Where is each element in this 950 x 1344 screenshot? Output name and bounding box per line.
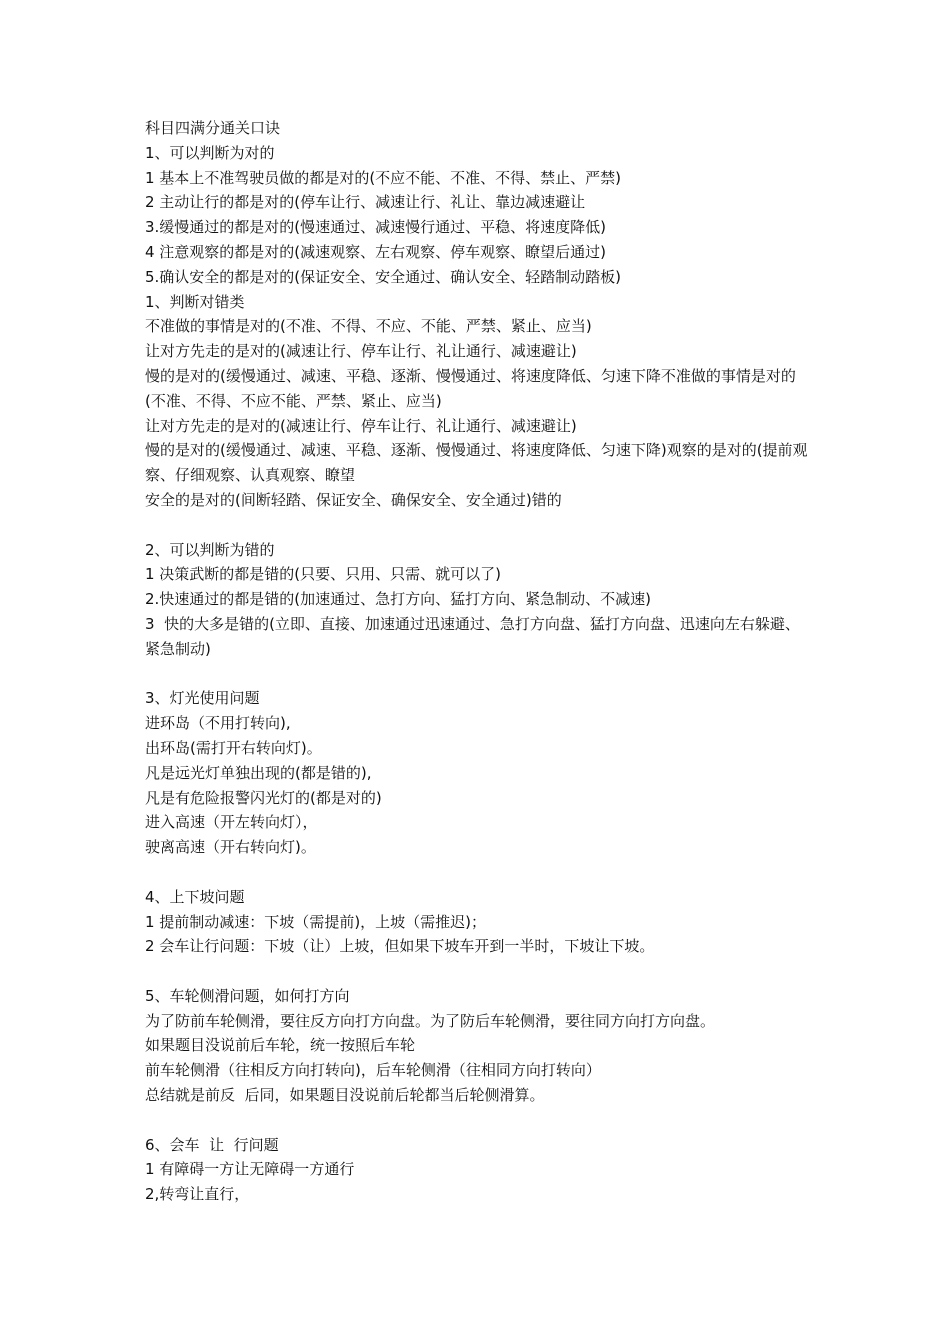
text-line: 1 提前制动减速：下坡（需提前)，上坡（需推迟)； (145, 912, 487, 931)
text-line: 不准做的事情是对的(不准、不得、不应、不能、严禁、紧止、应当) (145, 317, 592, 336)
text-line: 1 基本上不准驾驶员做的都是对的(不应不能、不准、不得、禁止、严禁) (145, 168, 622, 187)
text-line: 驶离高速（开右转向灯)。 (145, 838, 316, 857)
text-line: 安全的是对的(间断轻踏、保证安全、确保安全、安全通过)错的 (145, 490, 562, 509)
text-line: 4 注意观察的都是对的(减速观察、左右观察、停车观察、瞭望后通过) (145, 242, 607, 261)
section-heading: 6、会车 让 行问题 (145, 1135, 279, 1154)
text-line: 让对方先走的是对的(减速让行、停车让行、礼让通行、减速避让) (145, 342, 577, 361)
section-heading: 3、灯光使用问题 (145, 689, 260, 708)
blank-line (145, 1108, 813, 1133)
section-heading: 1、可以判断为对的 (145, 143, 275, 162)
text-line: 5.确认安全的都是对的(保证安全、安全通过、确认安全、轻踏制动踏板) (145, 267, 622, 286)
section-heading: 1、判断对错类 (145, 292, 245, 311)
text-line: 1 决策武断的都是错的(只要、只用、只需、就可以了) (145, 565, 502, 584)
blank-line (145, 860, 813, 885)
text-line: 1 有障碍一方让无障碍一方通行 (145, 1160, 355, 1179)
text-line: 2.快速通过的都是错的(加速通过、急打方向、猛打方向、紧急制动、不减速) (145, 590, 652, 609)
text-line: 让对方先走的是对的(减速让行、停车让行、礼让通行、减速避让) (145, 416, 577, 435)
text-line: 为了防前车轮侧滑，要往反方向打方向盘。为了防后车轮侧滑，要往同方向打方向盘。 (145, 1011, 716, 1030)
text-line: 出环岛(需打开右转向灯)。 (145, 738, 322, 757)
text-line: 进环岛（不用打转向), (145, 714, 291, 733)
text-line: 进入高速（开左转向灯）， (145, 813, 318, 832)
text-line: 前车轮侧滑（往相反方向打转向)，后车轮侧滑（往相同方向打转向） (145, 1061, 601, 1080)
text-line: 3.缓慢通过的都是对的(慢速通过、减速慢行通过、平稳、将速度降低) (145, 218, 607, 237)
text-line: 2,转弯让直行， (145, 1185, 250, 1204)
section-heading: 4、上下坡问题 (145, 887, 245, 906)
text-line: 慢的是对的(缓慢通过、减速、平稳、逐渐、慢慢通过、将速度降低、匀速下降)观察的是对的(提前观察、仔细观察、认真观察、瞭望 (145, 441, 808, 485)
text-line: 2 主动让行的都是对的(停车让行、减速让行、礼让、靠边减速避让 (145, 193, 586, 212)
text-line: 凡是远光灯单独出现的(都是错的), (145, 763, 372, 782)
text-line: 如果题目没说前后车轮，统一按照后车轮 (145, 1036, 416, 1055)
text-line: 总结就是前反 后同，如果题目没说前后轮都当后轮侧滑算。 (145, 1086, 545, 1105)
blank-line (145, 662, 813, 687)
text-line: 慢的是对的(缓慢通过、减速、平稳、逐渐、慢慢通过、将速度降低、匀速下降不准做的事情是对的(不准、不得、不应不能、严禁、紧止、应当) (145, 366, 796, 410)
section-heading: 5、车轮侧滑问题，如何打方向 (145, 986, 350, 1005)
document-body (145, 116, 813, 1207)
blank-line (145, 513, 813, 538)
text-line: 2 会车让行问题：下坡（让）上坡，但如果下坡车开到一半时，下坡让下坡。 (145, 937, 655, 956)
text-line: 3 快的大多是错的(立即、直接、加速通过迅速通过、急打方向盘、猛打方向盘、迅速向左右躲避、紧急制动) (145, 614, 800, 658)
blank-line (145, 959, 813, 984)
section-heading: 2、可以判断为错的 (145, 540, 275, 559)
document-title: 科目四满分通关口诀 (145, 119, 281, 137)
text-line: 凡是有危险报警闪光灯的(都是对的) (145, 788, 382, 807)
